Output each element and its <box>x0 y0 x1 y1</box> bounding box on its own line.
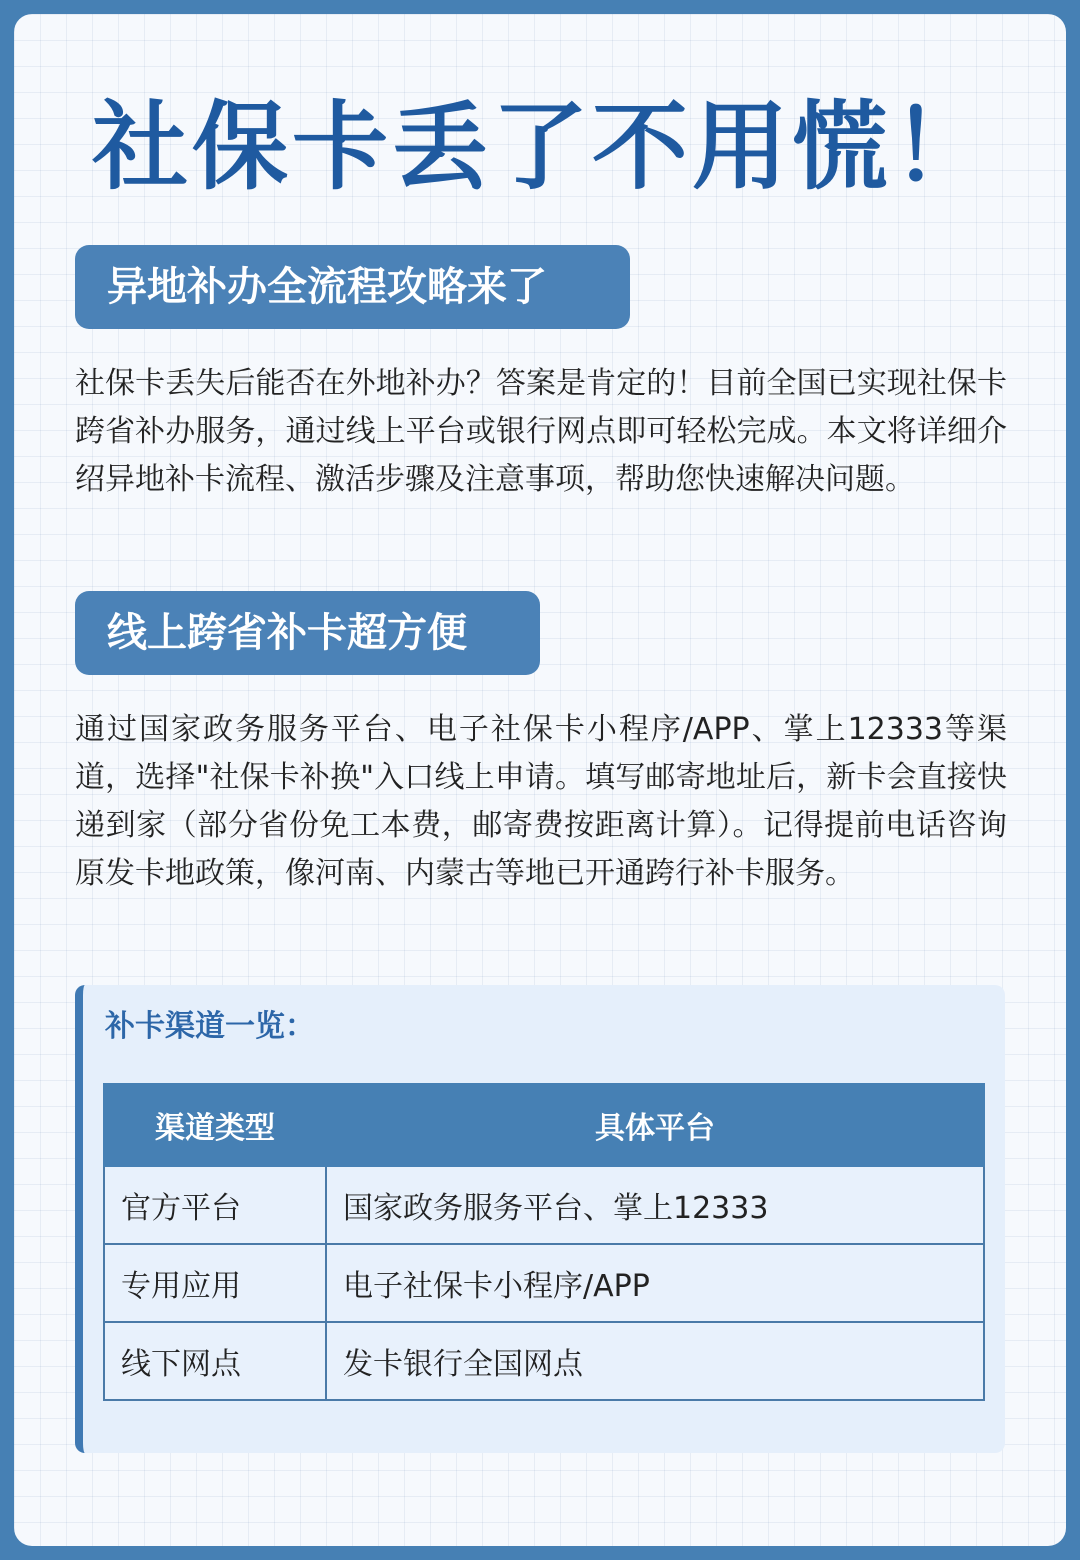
page-title: 社保卡丢了不用慌！ <box>92 91 992 203</box>
table-row <box>104 1244 984 1322</box>
cell-platform: 发卡银行全国网点 <box>326 1322 984 1400</box>
table-row <box>104 1166 984 1244</box>
header-channel-type: 渠道类型 <box>104 1084 326 1166</box>
section-heading-remote-reissue: 异地补办全流程攻略来了 <box>75 245 630 329</box>
channels-panel <box>75 985 1005 1453</box>
table-row <box>104 1322 984 1400</box>
article-card <box>14 14 1066 1546</box>
cell-channel-type: 专用应用 <box>104 1244 326 1322</box>
intro-paragraph: 社保卡丢失后能否在外地补办？答案是肯定的！目前全国已实现社保卡跨省补办服务，通过线上平台或银行网点即可轻松完成。本文将详细介绍异地补卡流程、激活步骤及注意事项，帮助您快速解决问题。 <box>75 366 1007 497</box>
channels-heading: 补卡渠道一览： <box>105 1009 315 1044</box>
cell-platform: 电子社保卡小程序/APP <box>326 1244 984 1322</box>
header-platform: 具体平台 <box>326 1084 984 1166</box>
cell-channel-type: 线下网点 <box>104 1322 326 1400</box>
cell-platform: 国家政务服务平台、掌上12333 <box>326 1166 984 1244</box>
section-heading-online-reissue: 线上跨省补卡超方便 <box>75 591 540 675</box>
online-paragraph: 通过国家政务服务平台、电子社保卡小程序/APP、掌上12333等渠道，选择"社保卡补换"入口线上申请。填写邮寄地址后，新卡会直接快递到家（部分省份免工本费，邮寄费按距离计算）。记得提前电话咨询原发卡地政策，像河南、内蒙古等地已开通跨行补卡服务。 <box>75 712 1007 891</box>
cell-channel-type: 官方平台 <box>104 1166 326 1244</box>
channels-table <box>103 1083 985 1401</box>
table-header-row <box>104 1084 984 1166</box>
